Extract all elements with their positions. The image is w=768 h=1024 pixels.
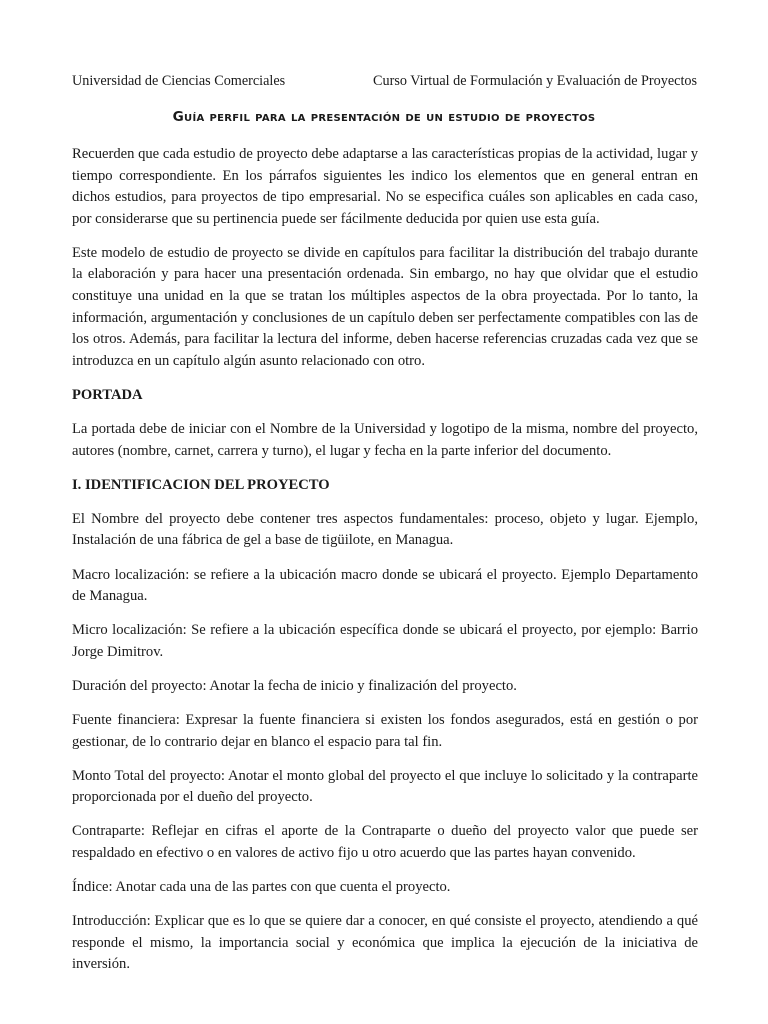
section-heading-identificacion: I. IDENTIFICACION DEL PROYECTO (72, 476, 330, 493)
contraparte-paragraph: Contraparte: Reflejar en cifras el aporte de la Contraparte o dueño del proyecto valor que puede ser respaldado en efectivo o en valores de activo fijo u otro acuerdo que las partes hayan convenido. (72, 823, 698, 861)
document-body (72, 144, 698, 988)
monto-total-paragraph: Monto Total del proyecto: Anotar el monto global del proyecto el que incluye lo solicitado y la contraparte proporcionada por el dueño del proyecto. (72, 767, 698, 806)
indice-paragraph: Índice: Anotar cada una de las partes con que cuenta el proyecto. (72, 879, 451, 896)
portada-paragraph: La portada debe de iniciar con el Nombre de la Universidad y logotipo de la misma, nombre del proyecto, autores (nombre, carnet, carrera y turno), el lugar y fecha en la parte inferior del documento. (72, 421, 698, 459)
intro-paragraph: Recuerden que cada estudio de proyecto debe adaptarse a las características propias de la actividad, lugar y tiempo correspondiente. En los párrafos siguientes les indico los elementos que en general entran en dichos estudios, para proyectos de tipo empresarial. No se especifica cuáles son aplicables en cada caso, por considerarse que su pertinencia puede ser fácilmente deducida por quien use esta guía. (72, 146, 698, 227)
macro-localizacion-paragraph: Macro localización: se refiere a la ubicación macro donde se ubicará el proyecto. Ejemplo Departamento de Managua. (72, 566, 698, 605)
header-university: Universidad de Ciencias Comerciales (72, 73, 286, 89)
header-course: Curso Virtual de Formulación y Evaluación de Proyectos (373, 73, 697, 89)
document-title: Guía perfil para la presentación de un estudio de proyectos (172, 109, 596, 125)
duracion-paragraph: Duración del proyecto: Anotar la fecha de inicio y finalización del proyecto. (72, 677, 517, 694)
fuente-financiera-paragraph: Fuente financiera: Expresar la fuente financiera si existen los fondos asegurados, está en gestión o por gestionar, de lo contrario dejar en blanco el espacio para tal fin. (72, 711, 698, 750)
intro-paragraph: Este modelo de estudio de proyecto se divide en capítulos para facilitar la distribución del trabajo durante la elaboración y para hacer una presentación ordenada. Sin embargo, no hay que olvidar que el estudio constituye una unidad en la que se tratan los múltiples aspectos de la obra proyectada. Por lo tanto, la información, argumentación y conclusiones de un capítulo deben ser perfectamente compatibles con las de los otros. Además, para facilitar la lectura del informe, deben hacerse referencias cruzadas cada vez que se introduzca en un capítulo algún asunto relacionado con otro. (72, 244, 698, 369)
introduccion-paragraph: Introducción: Explicar que es lo que se quiere dar a conocer, en qué consiste el proyecto, atendiendo a qué responde el mismo, la importancia social y económica que implica la ejecución de la iniciativa de inversión. (72, 913, 698, 973)
section-heading-portada: PORTADA (72, 386, 143, 403)
project-name-paragraph: El Nombre del proyecto debe contener tres aspectos fundamentales: proceso, objeto y lugar. Ejemplo, Instalación de una fábrica de gel a base de tigüilote, en Managua. (72, 510, 698, 549)
micro-localizacion-paragraph: Micro localización: Se refiere a la ubicación específica donde se ubicará el proyecto, por ejemplo: Barrio Jorge Dimitrov. (72, 622, 698, 660)
